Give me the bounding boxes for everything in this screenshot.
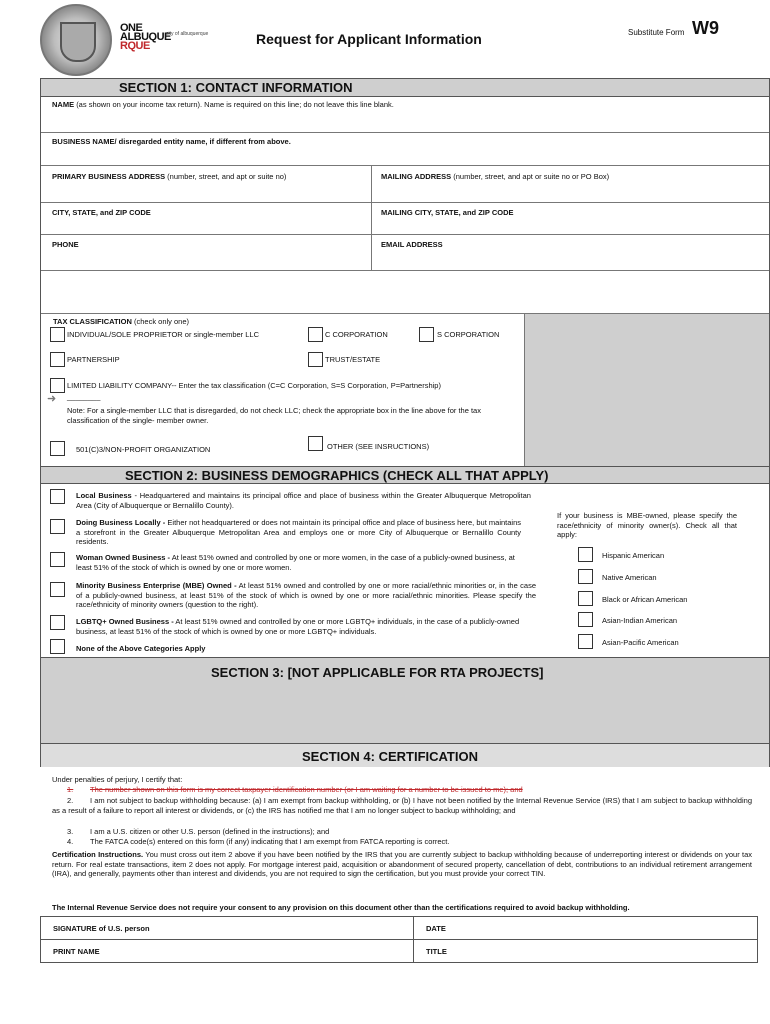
black-african-american-checkbox[interactable] — [578, 591, 593, 606]
primary-address-label: PRIMARY BUSINESS ADDRESS (number, street, and apt or suite no) — [52, 172, 287, 181]
city-seal-logo — [40, 4, 112, 76]
mailing-city-label: MAILING CITY, STATE, and ZIP CODE — [381, 208, 514, 217]
c-corporation-label: C CORPORATION — [325, 330, 388, 339]
nonprofit-checkbox[interactable] — [50, 441, 65, 456]
mbe-prompt: If your business is MBE-owned, please specify the race/ethnicity of minority owner(s). Check all that apply: — [557, 511, 737, 539]
signature-field[interactable] — [40, 916, 414, 940]
asian-pacific-american-label: Asian-Pacific American — [602, 638, 679, 647]
certification-instructions: Certification Instructions. You must cross out item 2 above if you have been notified by the IRS that you are currently subject to backup withholding because of underreporting interest or dividends on your tax return. For real estate transactions, item 2 does not apply. For mortgage interest paid, acquisition or abandonment of secured property, cancellation of debt, contributions to an individual retirement arrangement (IRA), and generally, payments other than interest and dividends, you are not required to sign the certification, but you must provide your correct TIN. — [52, 850, 753, 878]
hispanic-american-label: Hispanic American — [602, 551, 665, 560]
lgbtq-owned-checkbox[interactable] — [50, 615, 65, 630]
native-american-label: Native American — [602, 573, 657, 582]
cert-item-2-num: 2. — [67, 796, 74, 805]
nonprofit-label: 501(C)3/NON-PROFIT ORGANIZATION — [76, 445, 211, 454]
black-african-american-label: Black or African American — [602, 595, 688, 604]
mailing-city-field[interactable] — [381, 219, 761, 233]
section3-panel — [41, 657, 769, 743]
substitute-form-label: Substitute Form — [628, 28, 685, 37]
primary-address-field[interactable] — [52, 183, 372, 201]
city-label: CITY, STATE, and ZIP CODE — [52, 208, 151, 217]
mbe-owned-item: Minority Business Enterprise (MBE) Owned - At least 51% owned and controlled by one or more racial/ethnic minorities or, in the case of a publicly-owned business, at least 51% of the stock of which is owned by one or more racial/ethnic minorities. Please specify the race/ethnicity of minority owners (question to the right). — [76, 581, 536, 609]
cert-item-1-num: 1. — [67, 785, 74, 794]
trust-estate-checkbox[interactable] — [308, 352, 323, 367]
city-field[interactable] — [52, 219, 372, 233]
individual-checkbox[interactable] — [50, 327, 65, 342]
cert-item-3-num: 3. — [67, 827, 74, 836]
trust-estate-label: TRUST/ESTATE — [325, 355, 381, 364]
section1-title: SECTION 1: CONTACT INFORMATION — [119, 80, 353, 95]
mailing-address-label: MAILING ADDRESS (number, street, and apt or suite no or PO Box) — [381, 172, 610, 181]
other-label: OTHER (SEE INSRUCTIONS) — [327, 442, 430, 451]
one-albuquerque-logo: ONE ALBUQUE RQUE — [120, 22, 171, 52]
asian-indian-american-label: Asian-Indian American — [602, 616, 678, 625]
asian-pacific-american-checkbox[interactable] — [578, 634, 593, 649]
doing-business-locally-item: Doing Business Locally - Either not headquartered or does not maintain its principal office and place of business here, but maintains a storefront in the Greater Albuquerque Metropolitan Area and employs one or more City of Albuquerque or Bernalillo County residents. — [76, 518, 521, 546]
cert-item-3: I am a U.S. citizen or other U.S. person (defined in the instructions); and — [90, 827, 330, 836]
section2-title: SECTION 2: BUSINESS DEMOGRAPHICS (CHECK ALL THAT APPLY) — [125, 468, 549, 483]
title-field[interactable] — [413, 939, 758, 963]
c-corporation-checkbox[interactable] — [308, 327, 323, 342]
page-title: Request for Applicant Information — [256, 31, 482, 47]
local-business-item: Local Business - Headquartered and maintains its principal office and place of business within the Greater Albuquerque Metropolitan Area (City of Albuquerque or Bernalillo County). — [76, 491, 531, 510]
logo-tagline: city of albuquerque — [166, 31, 209, 37]
print-name-label: PRINT NAME — [53, 947, 100, 956]
local-business-checkbox[interactable] — [50, 489, 65, 504]
section2-bar — [41, 466, 769, 484]
individual-label: INDIVIDUAL/SOLE PROPRIETOR or single-member LLC — [67, 330, 260, 339]
llc-classification-input[interactable]: ________ — [67, 392, 101, 401]
title-label: TITLE — [426, 947, 447, 956]
none-of-above-checkbox[interactable] — [50, 639, 65, 654]
cert-item-1: The number shown on this form is my correct taxpayer identification number (or I am waiting for a number to be issued to me); and — [90, 785, 523, 794]
mailing-address-field[interactable] — [381, 183, 761, 201]
llc-label: LIMITED LIABILITY COMPANY-- Enter the tax classification (C=C Corporation, S=S Corporation, P=Partnership) — [67, 381, 441, 390]
section1-bar — [41, 79, 769, 97]
business-name-label: BUSINESS NAME/ disregarded entity name, if different from above. — [52, 137, 291, 146]
business-name-field[interactable] — [81, 149, 761, 165]
doing-business-locally-checkbox[interactable] — [50, 519, 65, 534]
tax-classification-label: TAX CLASSIFICATION (check only one) — [53, 317, 190, 326]
woman-owned-checkbox[interactable] — [50, 552, 65, 567]
cert-item-2: I am not subject to backup withholding because: (a) I am exempt from backup withholding, or (b) I have not been notified by the Internal Revenue Service (IRS) that I am subject to backup withholding as a result of a failure to report all interest or dividends, or (c) the IRS has notified me that I am no longer subject to backup withholding; and — [52, 796, 752, 815]
asian-indian-american-checkbox[interactable] — [578, 612, 593, 627]
partnership-checkbox[interactable] — [50, 352, 65, 367]
section4-title: SECTION 4: CERTIFICATION — [302, 749, 478, 764]
hispanic-american-checkbox[interactable] — [578, 547, 593, 562]
lgbtq-owned-item: LGBTQ+ Owned Business - At least 51% owned and controlled by one or more LGBTQ+ individuals, in the case of a publicly-owned business, at least 51% of the stock of which is owned by one or more LGBTQ+ individuals. — [76, 617, 520, 636]
email-label: EMAIL ADDRESS — [381, 240, 443, 249]
none-of-above-item: None of the Above Categories Apply — [76, 644, 206, 653]
s-corporation-label: S CORPORATION — [437, 330, 500, 339]
mbe-owned-checkbox[interactable] — [50, 582, 65, 597]
section3-title: SECTION 3: [NOT APPLICABLE FOR RTA PROJECTS] — [211, 665, 544, 680]
form-frame — [40, 78, 770, 767]
phone-label: PHONE — [52, 240, 79, 249]
partnership-label: PARTNERSHIP — [67, 355, 120, 364]
cert-item-4-num: 4. — [67, 837, 74, 846]
email-field[interactable] — [381, 251, 761, 269]
arrow-right-icon: ➜ — [47, 393, 57, 405]
form-code: W9 — [692, 18, 719, 38]
date-field[interactable] — [413, 916, 758, 940]
other-checkbox[interactable] — [308, 436, 323, 451]
s-corporation-checkbox[interactable] — [419, 327, 434, 342]
print-name-field[interactable] — [40, 939, 414, 963]
cert-item-4: The FATCA code(s) entered on this form (if any) indicating that I am exempt from FATCA reporting is correct. — [90, 837, 450, 846]
name-field[interactable] — [81, 113, 761, 131]
certification-intro: Under penalties of perjury, I certify that: — [52, 775, 183, 784]
tax-side-panel — [524, 314, 769, 466]
section4-bar — [41, 743, 769, 767]
native-american-checkbox[interactable] — [578, 569, 593, 584]
llc-checkbox[interactable] — [50, 378, 65, 393]
name-label: NAME (as shown on your income tax return). Name is required on this line; do not leave this line blank. — [52, 100, 394, 109]
irs-consent-note: The Internal Revenue Service does not require your consent to any provision on this document other than the certifications required to avoid backup withholding. — [52, 903, 630, 912]
date-label: DATE — [426, 924, 446, 933]
signature-label: SIGNATURE of U.S. person — [53, 924, 150, 933]
llc-note: Note: For a single-member LLC that is disregarded, do not check LLC; check the appropriate box in the line above for the tax classification of the single- member owner. — [67, 406, 481, 425]
phone-field[interactable] — [52, 251, 372, 269]
woman-owned-item: Woman Owned Business - At least 51% owned and controlled by one or more women, in the case of a publicly-owned business, at least 51% of the stock of which is owned by one or more women. — [76, 553, 515, 572]
